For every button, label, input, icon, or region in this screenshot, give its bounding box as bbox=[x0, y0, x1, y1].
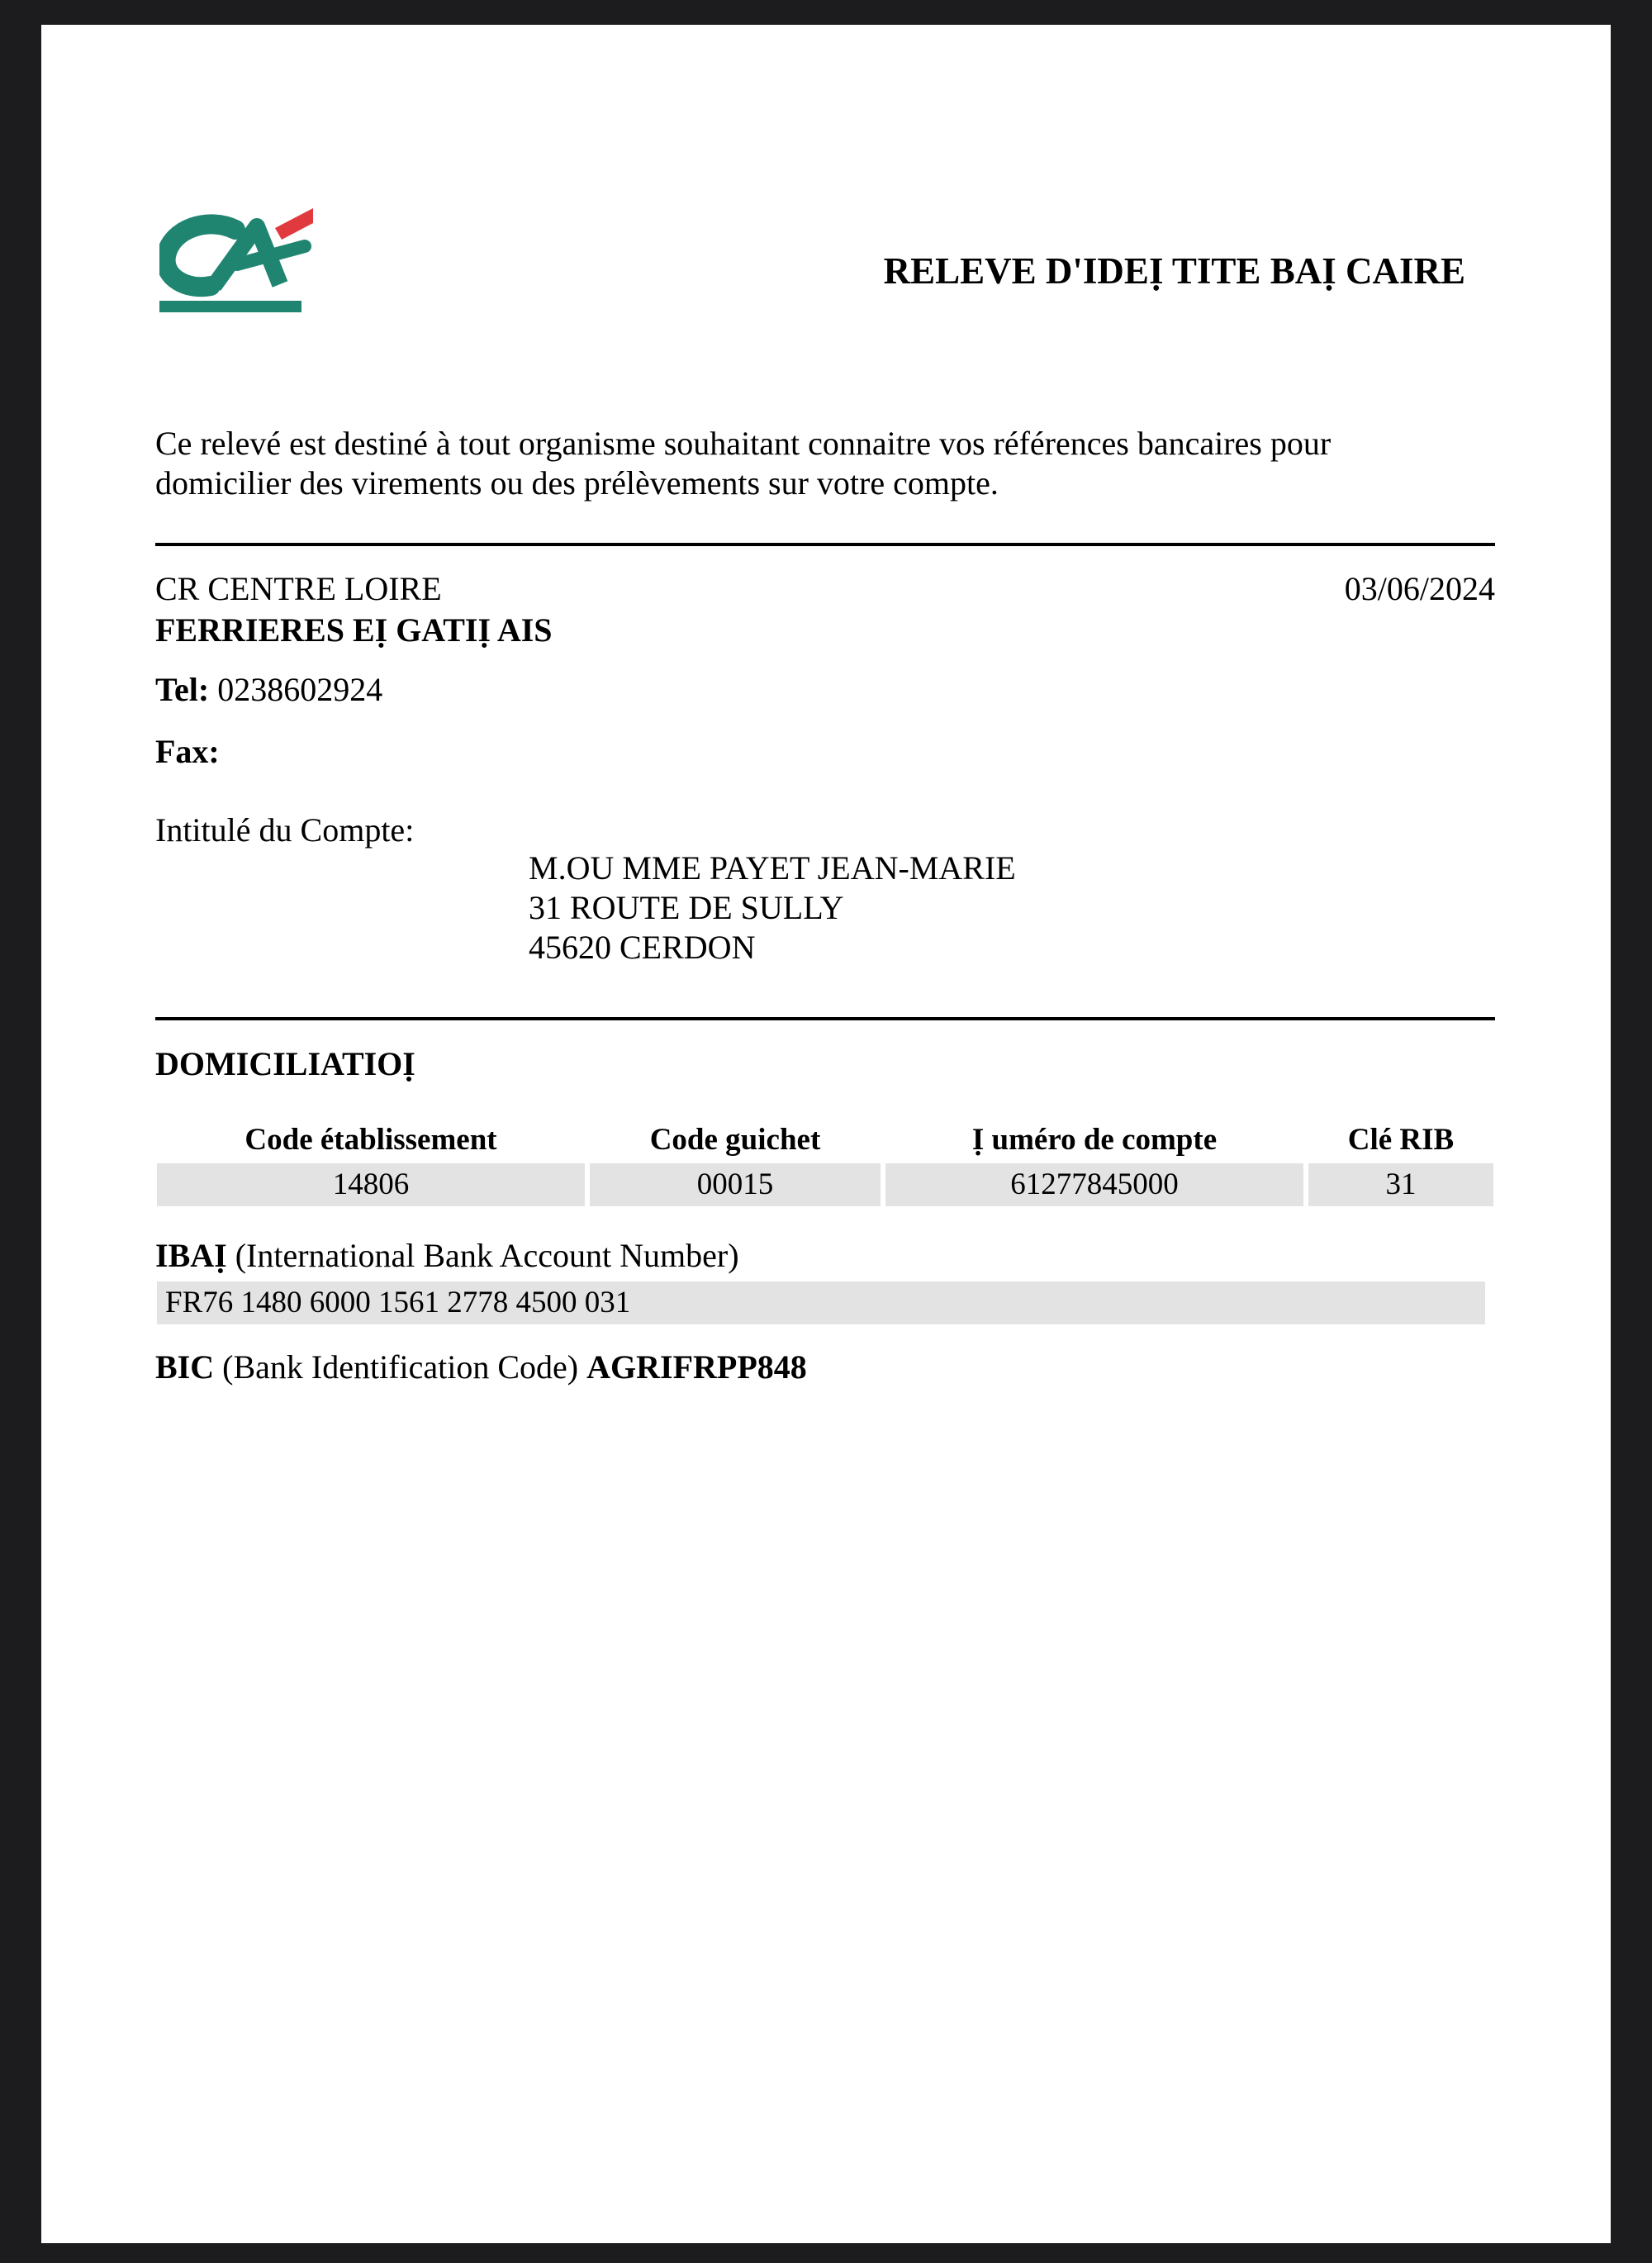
account-holder-address bbox=[529, 849, 1016, 967]
fax-label: Fax: bbox=[155, 733, 220, 770]
holder-line: 31 ROUTE DE SULLY bbox=[529, 889, 844, 926]
col-cle-rib: Clé RIB bbox=[1347, 1123, 1455, 1157]
bic-label: BIC bbox=[155, 1348, 215, 1386]
holder-line: 45620 CERDON bbox=[529, 929, 756, 966]
document-page bbox=[41, 25, 1611, 2243]
bic-description: (Bank Identification Code) bbox=[222, 1348, 579, 1386]
col-code-guichet: Code guichet bbox=[649, 1123, 821, 1157]
tel-value: 0238602924 bbox=[217, 671, 383, 708]
intro-line: Ce relevé est destiné à tout organisme souhaitant connaitre vos références bancaires pour bbox=[155, 425, 1332, 462]
regional-bank-name: CR CENTRE LOIRE bbox=[155, 570, 442, 607]
account-holder-label: Intitulé du Compte: bbox=[155, 811, 415, 849]
iban-title bbox=[155, 1235, 739, 1277]
intro-text bbox=[155, 424, 1576, 503]
document-title: RELEVE D'IDEỊ TITE BAỊ CAIRE bbox=[883, 250, 1465, 292]
fax bbox=[155, 731, 220, 773]
divider bbox=[155, 1017, 1495, 1020]
credit-agricole-logo-icon bbox=[159, 205, 316, 321]
value-code-etablissement: 14806 bbox=[157, 1163, 585, 1206]
iban-label: IBAỊ bbox=[155, 1237, 227, 1274]
rib-table bbox=[157, 1117, 1493, 1206]
holder-line: M.OU MME PAYET JEAN-MARIE bbox=[529, 849, 1016, 887]
col-code-etablissement: Code établissement bbox=[244, 1123, 497, 1157]
telephone bbox=[155, 669, 382, 711]
bic-line bbox=[155, 1347, 807, 1388]
intro-line: domicilier des virements ou des prélèvements sur votre compte. bbox=[155, 464, 999, 502]
statement-date: 03/06/2024 bbox=[1344, 570, 1495, 607]
agency-name: FERRIERES EỊ GATIỊ AIS bbox=[155, 611, 553, 649]
bic-value: AGRIFRPP848 bbox=[586, 1348, 807, 1386]
iban-description: (International Bank Account Number) bbox=[235, 1237, 739, 1274]
domiciliation-heading: DOMICILIATIOỊ bbox=[155, 1045, 415, 1082]
rib-value-row bbox=[157, 1163, 1493, 1206]
value-cle-rib: 31 bbox=[1308, 1163, 1493, 1206]
col-numero-compte: Ị uméro de compte bbox=[971, 1123, 1218, 1157]
iban-value: FR76 1480 6000 1561 2778 4500 031 bbox=[157, 1281, 1485, 1324]
tel-label: Tel: bbox=[155, 671, 210, 708]
value-code-guichet: 00015 bbox=[590, 1163, 881, 1206]
value-numero-compte: 61277845000 bbox=[885, 1163, 1303, 1206]
rib-header-row bbox=[157, 1117, 1493, 1163]
divider bbox=[155, 543, 1495, 546]
